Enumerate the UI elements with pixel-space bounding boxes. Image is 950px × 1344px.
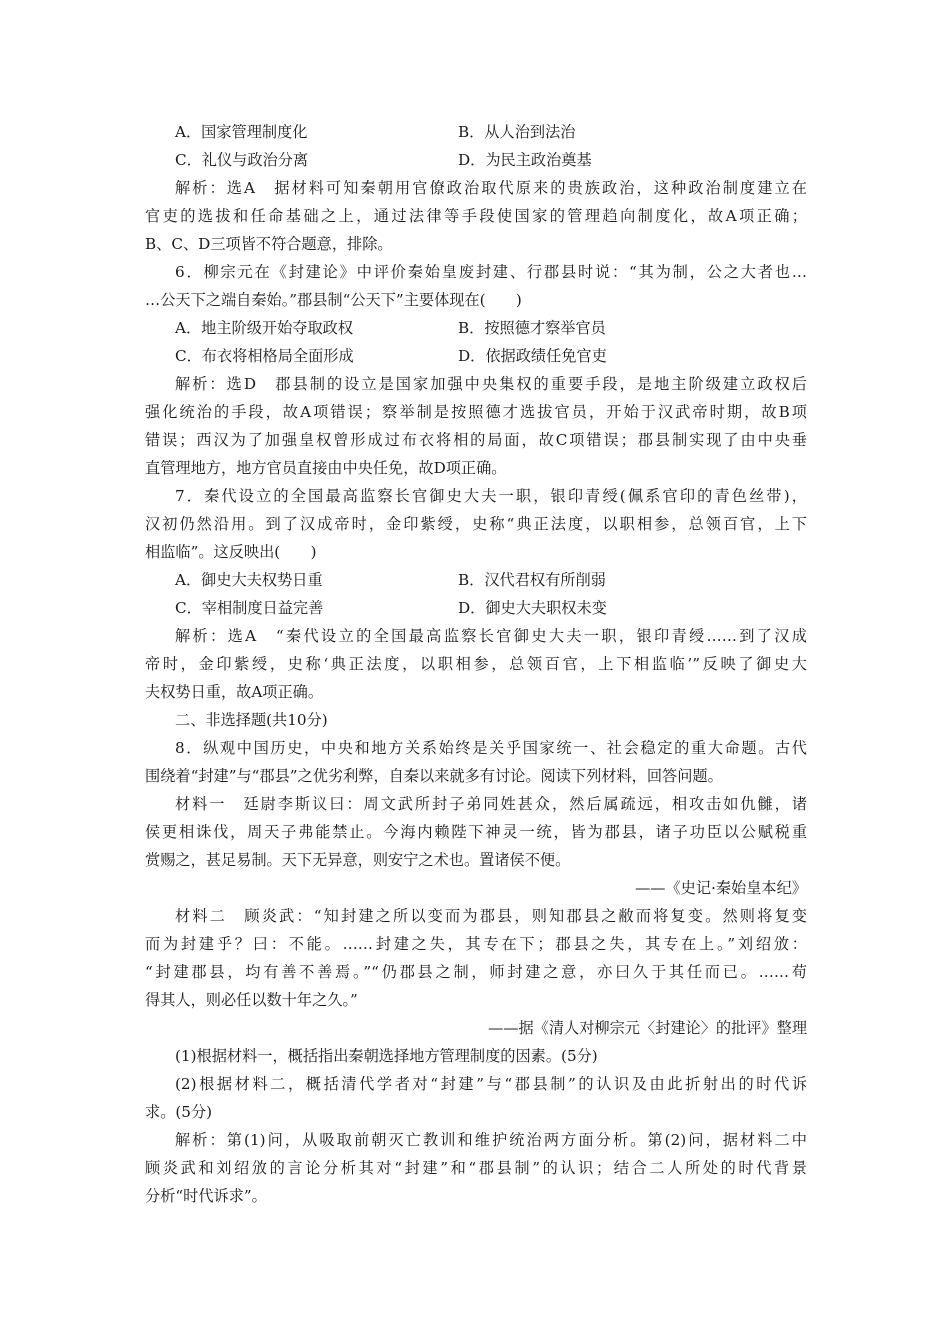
q6-stem-line: …公天下之端自秦始。”郡县制“公天下”主要体现在( )	[145, 291, 522, 309]
material1-line: 赏赐之，甚足易制。天下无异意，则安宁之术也。置诸侯不便。	[145, 851, 571, 869]
q6-option-c: C．布衣将相格局全面形成	[175, 347, 354, 365]
q5-option-a: A．国家管理制度化	[175, 123, 308, 141]
q8-sub-question-1: (1)根据材料一，概括指出秦朝选择地方管理制度的因素。(5分)	[175, 1047, 598, 1065]
q5-analysis-line: 解析：选A 据材料可知秦朝用官僚政治取代原来的贵族政治，这种政治制度建立在	[175, 179, 807, 197]
q8-stem-line: 8．纵观中国历史，中央和地方关系始终是关乎国家统一、社会稳定的重大命题。古代	[175, 739, 807, 757]
q8-analysis-line: 解析：第(1)问，从吸取前朝灭亡教训和维护统治两方面分析。第(2)问，据材料二中	[175, 1131, 807, 1149]
q6-analysis-line: 直管理地方，地方官员直接由中央任免，故D项正确。	[145, 459, 507, 477]
q7-option-c: C．宰相制度日益完善	[175, 599, 324, 617]
q8-sub-question-2-line: (2)根据材料二，概括清代学者对“封建”与“郡县制”的认识及由此折射出的时代诉	[175, 1075, 807, 1093]
q7-options-row-2	[145, 594, 807, 622]
q7-stem-line: 7．秦代设立的全国最高监察长官御史大夫一职，银印青绶(佩系官印的青色丝带)，	[175, 487, 807, 505]
q7-stem-line: 汉初仍然沿用。到了汉成帝时，金印紫绶，史称“典正法度，以职相参，总领百官，上下	[145, 515, 807, 533]
q7-option-a: A．御史大夫权势日重	[175, 571, 323, 589]
material1-line: 侯更相诛伐，周天子弗能禁止。今海内赖陛下神灵一统，皆为郡县，诸子功臣以公赋税重	[145, 823, 807, 841]
q7-option-b: B．汉代君权有所削弱	[458, 571, 606, 589]
material1-source: ——《史记·秦始皇本纪》	[635, 879, 807, 897]
q6-option-b: B．按照德才察举官员	[458, 319, 606, 337]
q5-option-c: C．礼仪与政治分离	[175, 151, 309, 169]
q8-analysis-line: 顾炎武和刘绍攽的言论分析其对“封建”和“郡县制”的认识；结合二人所处的时代背景	[145, 1159, 807, 1177]
q7-analysis-line: 解析：选A “秦代设立的全国最高监察长官御史大夫一职，银印青绶……到了汉成	[175, 627, 807, 645]
q7-option-d: D．御史大夫职权未变	[458, 599, 607, 617]
q7-options-row-1	[145, 566, 807, 594]
q6-option-d: D．依据政绩任免官吏	[458, 347, 607, 365]
q8-stem-line: 围绕着“封建”与“郡县”之优劣利弊，自秦以来就多有讨论。阅读下列材料，回答问题。	[145, 767, 723, 785]
q6-option-a: A．地主阶级开始夺取政权	[175, 319, 354, 337]
q8-analysis-line: 分析“时代诉求”。	[145, 1187, 267, 1205]
q5-analysis-line: B、C、D三项皆不符合题意，排除。	[145, 235, 393, 253]
material1-line: 材料一 廷尉李斯议曰：周文武所封子弟同姓甚众，然后属疏远，相攻击如仇雠，诸	[175, 795, 807, 813]
q6-options-row-1	[145, 314, 807, 342]
q5-option-b: B．从人治到法治	[458, 123, 576, 141]
material2-source: ——据《清人对柳宗元〈封建论〉的批评》整理	[488, 1019, 807, 1037]
material2-line: “封建郡县，均有善不善焉。”“仍郡县之制，师封建之意，亦曰久于其任而已。……苟	[145, 963, 807, 981]
q7-analysis-line: 帝时，金印紫绶，史称‘典正法度，以职相参，总领百官，上下相监临’”反映了御史大	[145, 655, 807, 673]
q5-options-row-1	[145, 118, 807, 146]
q7-analysis-line: 夫权势日重，故A项正确。	[145, 683, 324, 701]
q7-stem-line: 相监临”。这反映出( )	[145, 543, 317, 561]
material2-line: 材料二 顾炎武：“知封建之所以变而为郡县，则知郡县之敝而将复变。然则将复变	[175, 907, 807, 925]
q5-analysis-line: 官吏的选拔和任命基础之上，通过法律等手段使国家的管理趋向制度化，故A项正确；	[145, 207, 807, 225]
q8-sub-question-2-line: 求。(5分)	[145, 1103, 213, 1121]
q6-analysis-line: 强化统治的手段，故A项错误；察举制是按照德才选拔官员，开始于汉武帝时期，故B项	[145, 403, 807, 421]
page-content	[145, 118, 807, 1210]
q5-option-d: D．为民主政治奠基	[458, 151, 592, 169]
q6-options-row-2	[145, 342, 807, 370]
q6-stem-line: 6．柳宗元在《封建论》中评价秦始皇废封建、行郡县时说：“其为制，公之大者也…	[175, 263, 807, 281]
material2-line: 得其人，则必任以数十年之久。”	[145, 991, 358, 1009]
q6-analysis-line: 错误；西汉为了加强皇权曾形成过布衣将相的局面，故C项错误；郡县制实现了由中央垂	[145, 431, 807, 449]
q5-options-row-2	[145, 146, 807, 174]
section-heading: 二、非选择题(共10分)	[175, 711, 328, 729]
material2-line: 而为封建乎？曰：不能。……封建之失，其专在下；郡县之失，其专在上。”刘绍攽：	[145, 935, 807, 953]
q6-analysis-line: 解析：选D 郡县制的设立是国家加强中央集权的重要手段，是地主阶级建立政权后	[175, 375, 807, 393]
